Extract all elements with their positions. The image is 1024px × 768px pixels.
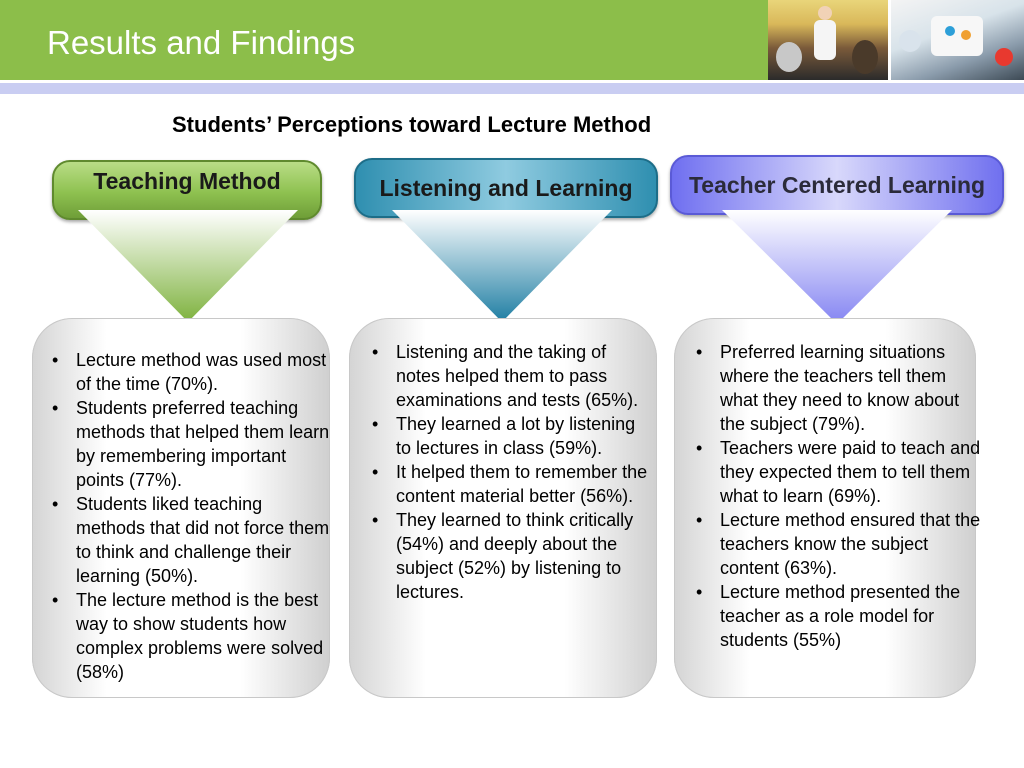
classroom-photo: [768, 0, 888, 80]
funnel-purple: [722, 210, 952, 324]
list-item: • It helped them to remember the content material better (56%).: [364, 460, 649, 508]
list-item: • They learned a lot by listening to lectures in class (59%).: [364, 412, 649, 460]
list-item: • Lecture method was used most of the time (70%).: [44, 348, 334, 396]
list-item: • Teachers were paid to teach and they expected them to tell them what to learn (69%).: [688, 436, 988, 508]
list-item: • Preferred learning situations where the teachers tell them what they need to know about the subject (79%).: [688, 340, 988, 436]
header-photos: [768, 0, 1024, 80]
heading-listening-learning: [354, 158, 658, 218]
slide-subtitle: Students’ Perceptions toward Lecture Method: [172, 112, 652, 137]
slide-title: Results and Findings: [47, 24, 356, 61]
list-item: • The lecture method is the best way to show students how complex problems were solved (58%): [44, 588, 334, 684]
heading-teacher-centered: [670, 155, 1004, 215]
meeting-photo: [891, 0, 1024, 80]
heading-label: Teacher Centered Learning: [688, 171, 986, 198]
list-item: • Students preferred teaching methods that helped them learn by remembering important points (77%).: [44, 396, 334, 492]
list-item: • Lecture method presented the teacher as a role model for students (55%): [688, 580, 988, 652]
listening-learning-list: [364, 340, 649, 604]
teacher-centered-list: [688, 340, 988, 652]
funnel-green: [78, 210, 298, 322]
heading-label: Listening and Learning: [379, 174, 633, 201]
list-item: • Students liked teaching methods that did not force them to think and challenge their learning (50%).: [44, 492, 334, 588]
list-item: • Listening and the taking of notes helped them to pass examinations and tests (65%).: [364, 340, 649, 412]
list-item: • Lecture method ensured that the teachers know the subject content (63%).: [688, 508, 988, 580]
title-bar: [0, 0, 768, 80]
heading-label: Teaching Method: [93, 168, 281, 194]
accent-bar: [0, 80, 1024, 94]
list-item: • They learned to think critically (54%) and deeply about the subject (52%) by listening to lectures.: [364, 508, 649, 604]
teaching-method-list: [44, 348, 334, 684]
funnel-blue: [392, 210, 612, 322]
